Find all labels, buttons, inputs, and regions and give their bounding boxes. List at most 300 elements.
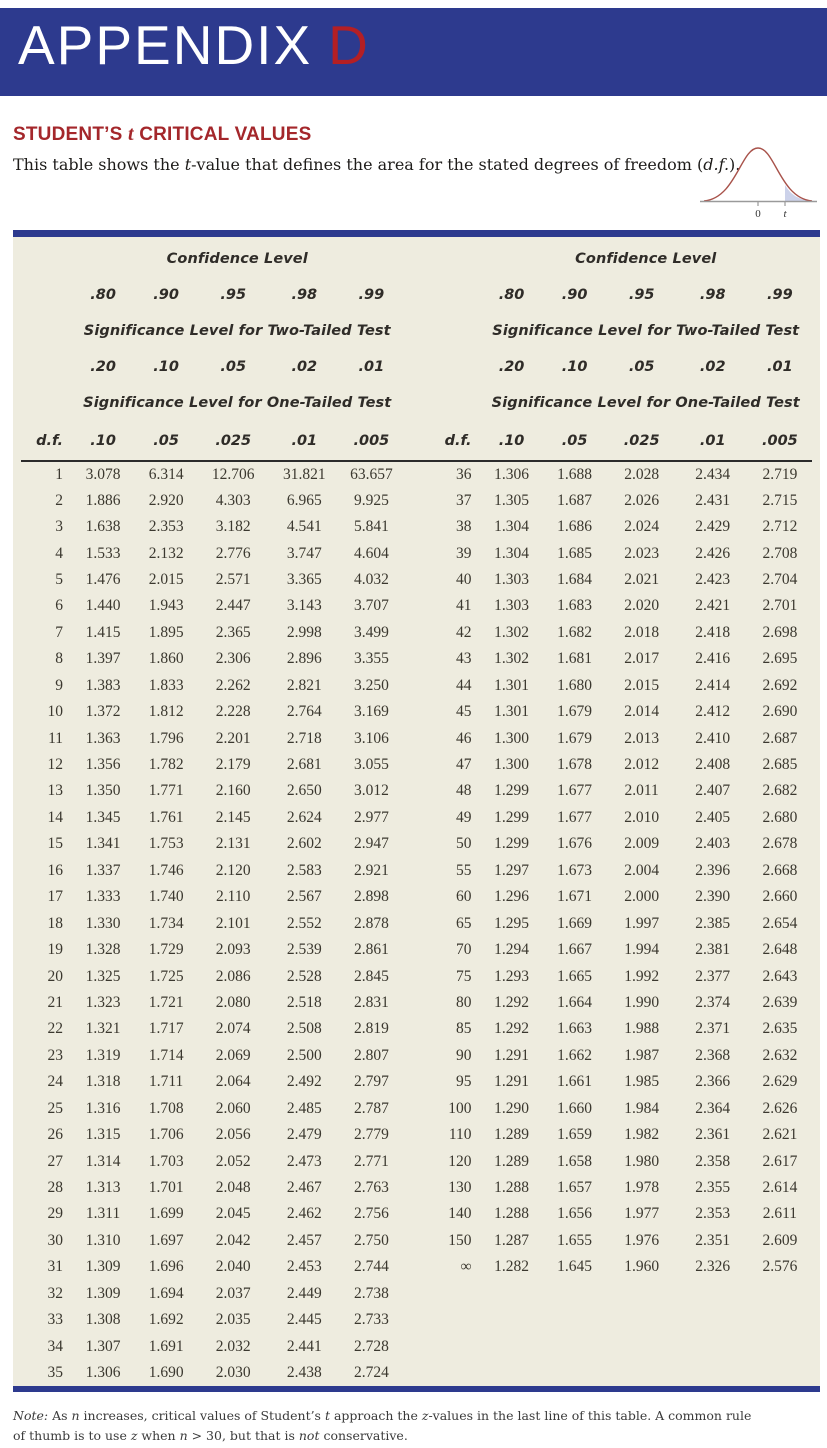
t-value-cell: 3.055 xyxy=(353,756,389,774)
df-cell: 95 xyxy=(456,1073,472,1091)
t-value-cell: 2.896 xyxy=(286,650,322,668)
confidence-values-row-cell: .90 xyxy=(153,287,179,303)
t-value-cell: 2.635 xyxy=(762,1020,798,1038)
table-header xyxy=(21,241,812,461)
t-value-cell: 2.518 xyxy=(286,993,322,1011)
t-value-cell: 1.708 xyxy=(148,1099,184,1117)
table-row xyxy=(21,620,812,646)
df-cell: 20 xyxy=(47,967,64,985)
t-value-cell: 2.719 xyxy=(762,465,798,483)
t-value-cell: 2.011 xyxy=(624,782,659,800)
df-cell xyxy=(429,1333,479,1359)
df-cell xyxy=(429,1307,479,1333)
t-value-cell: 1.313 xyxy=(85,1179,121,1197)
df-cell: 36 xyxy=(456,465,472,483)
t-value-cell: 1.812 xyxy=(148,703,184,721)
text-segment: z xyxy=(421,1408,429,1424)
gap-cell xyxy=(403,1254,429,1280)
table-row xyxy=(21,1228,812,1254)
gap-cell xyxy=(403,514,429,540)
t-value-cell: 2.807 xyxy=(353,1046,389,1064)
df-cell: 2 xyxy=(55,491,64,509)
t-value-cell: 2.567 xyxy=(286,888,322,906)
t-value-cell: 2.771 xyxy=(353,1152,389,1170)
t-value-cell xyxy=(606,1333,678,1359)
gap-cell xyxy=(403,593,429,619)
one-tailed-values-cell: .10 xyxy=(71,421,135,461)
df-header-cell: d.f. xyxy=(21,421,71,461)
df-cell: 7 xyxy=(55,623,64,641)
table-row xyxy=(21,778,812,804)
text-segment: STUDENT’S xyxy=(13,124,128,145)
t-value-cell: 2.110 xyxy=(216,888,251,906)
t-value-cell: 2.364 xyxy=(695,1099,731,1117)
t-value-cell: 2.920 xyxy=(148,491,184,509)
df-cell: 90 xyxy=(456,1046,472,1064)
t-value-cell: 2.101 xyxy=(215,914,251,932)
t-value-cell: 2.756 xyxy=(353,1205,389,1223)
t-value-cell: 1.316 xyxy=(85,1099,121,1117)
t-value-cell: 2.687 xyxy=(762,729,798,747)
t-value-cell: 1.691 xyxy=(148,1337,184,1355)
t-value-cell: 63.657 xyxy=(350,465,393,483)
t-value-cell: 1.721 xyxy=(148,993,184,1011)
t-value-cell: 2.552 xyxy=(286,914,322,932)
gap-cell xyxy=(403,540,429,566)
table-row xyxy=(21,487,812,513)
df-cell: 43 xyxy=(456,650,472,668)
t-value-cell: 1.833 xyxy=(148,676,184,694)
t-value-cell: 1.314 xyxy=(85,1152,121,1170)
t-value-cell: 2.678 xyxy=(762,835,798,853)
two-tailed-row-label: Significance Level for Two-Tailed Test xyxy=(492,323,800,339)
t-value-cell: 1.440 xyxy=(85,597,121,615)
gap-cell xyxy=(403,567,429,593)
df-cell: 40 xyxy=(456,570,472,588)
t-value-cell: 2.977 xyxy=(353,808,389,826)
t-value-cell: 1.796 xyxy=(148,729,184,747)
t-value-cell: 1.679 xyxy=(557,703,593,721)
df-cell: 130 xyxy=(448,1179,472,1197)
df-cell: 60 xyxy=(456,888,472,906)
gap-cell xyxy=(403,673,429,699)
t-value-cell: 1.328 xyxy=(85,941,121,959)
t-value-cell: 2.602 xyxy=(286,835,322,853)
t-value-cell: 2.821 xyxy=(286,676,322,694)
t-value-cell: 1.311 xyxy=(85,1205,121,1223)
t-value-cell: 2.390 xyxy=(695,888,731,906)
gap-cell xyxy=(403,646,429,672)
t-value-cell: 2.485 xyxy=(286,1099,322,1117)
text-segment: As xyxy=(48,1408,72,1424)
t-value-cell: 2.947 xyxy=(353,835,389,853)
t-value-cell: 2.262 xyxy=(215,676,251,694)
gap-cell xyxy=(403,1096,429,1122)
t-value-cell: 2.021 xyxy=(624,570,660,588)
t-value-cell: 1.304 xyxy=(494,518,529,536)
t-value-cell: 2.093 xyxy=(215,941,251,959)
gap-cell xyxy=(403,1069,429,1095)
df-cell: 11 xyxy=(48,729,64,747)
t-value-cell: 1.681 xyxy=(557,650,593,668)
t-value-cell: 1.638 xyxy=(85,518,121,536)
t-value-cell: 1.663 xyxy=(557,1020,593,1038)
t-value-cell: 2.431 xyxy=(695,491,731,509)
t-value-cell: 2.396 xyxy=(695,861,731,879)
table-row xyxy=(21,699,812,725)
t-value-cell: 1.943 xyxy=(148,597,184,615)
t-value-cell: 1.657 xyxy=(557,1179,593,1197)
t-value-cell: 1.397 xyxy=(85,650,121,668)
t-value-cell: 2.445 xyxy=(286,1311,322,1329)
t-value-cell: 2.434 xyxy=(695,465,731,483)
t-value-cell: 1.665 xyxy=(557,967,593,985)
gap-cell xyxy=(403,421,429,461)
df-cell: 55 xyxy=(456,861,472,879)
t-value-cell: 4.303 xyxy=(215,491,251,509)
t-value-cell: 2.898 xyxy=(353,888,389,906)
one-tailed-values-cell: .01 xyxy=(678,421,748,461)
t-value-cell: 1.694 xyxy=(148,1284,184,1302)
t-value-cell: 2.682 xyxy=(762,782,798,800)
df-cell: 13 xyxy=(47,782,64,800)
t-value-cell: 2.042 xyxy=(215,1231,251,1249)
gap-cell xyxy=(403,805,429,831)
t-value-cell: 2.421 xyxy=(695,597,731,615)
t-value-cell: 2.621 xyxy=(762,1126,798,1144)
df-cell: 47 xyxy=(456,756,472,774)
df-cell: 23 xyxy=(47,1046,64,1064)
t-value-cell: 1.717 xyxy=(148,1020,184,1038)
bell-curve-icon xyxy=(696,140,821,220)
confidence-level-row xyxy=(21,241,812,277)
t-value-cell: 3.499 xyxy=(353,623,389,641)
df-cell: 120 xyxy=(448,1152,472,1170)
table-background xyxy=(13,237,820,1386)
df-cell: 50 xyxy=(456,835,472,853)
two-tailed-values-row-cell: .05 xyxy=(628,359,655,375)
t-value-cell xyxy=(544,1307,606,1333)
t-value-cell: 1.319 xyxy=(85,1046,121,1064)
t-value-cell: 1.300 xyxy=(494,729,529,747)
t-value-cell: 2.462 xyxy=(286,1205,322,1223)
t-value-cell: 2.179 xyxy=(215,756,251,774)
t-value-cell: 1.321 xyxy=(85,1020,121,1038)
text-segment: -value that defines the area for the stated degrees of freedom ( xyxy=(191,155,704,174)
t-value-cell: 2.583 xyxy=(286,861,322,879)
t-value-cell: 2.508 xyxy=(286,1020,322,1038)
table-row xyxy=(21,752,812,778)
text-segment: t xyxy=(324,1408,330,1424)
t-value-cell: 1.306 xyxy=(85,1364,121,1382)
t-value-cell: 1.685 xyxy=(557,544,593,562)
t-value-cell: 2.355 xyxy=(695,1179,731,1197)
t-value-cell: 2.650 xyxy=(286,782,322,800)
two-tailed-values-row-cell: .20 xyxy=(498,359,525,375)
t-value-cell: 3.012 xyxy=(353,782,389,800)
t-value-cell: 3.707 xyxy=(353,597,389,615)
two-tailed-values-row-cell: .01 xyxy=(358,359,385,375)
table-row xyxy=(21,1069,812,1095)
zero-label: 0 xyxy=(755,208,761,220)
table-row xyxy=(21,963,812,989)
one-tailed-values-cell: .005 xyxy=(339,421,403,461)
confidence-values-row-cell: .95 xyxy=(220,287,247,303)
t-value-cell: 1.771 xyxy=(148,782,184,800)
text-segment: approach the xyxy=(329,1408,422,1424)
t-value-cell: 1.676 xyxy=(557,835,593,853)
t-value-cell: 2.423 xyxy=(695,570,731,588)
t-value-cell: 1.297 xyxy=(494,861,529,879)
t-value-cell: 2.614 xyxy=(762,1179,798,1197)
t-value-cell: 1.330 xyxy=(85,914,121,932)
t-value-cell: 12.706 xyxy=(211,465,255,483)
t-value-cell: 1.383 xyxy=(85,676,121,694)
t-value-cell: 1.337 xyxy=(85,861,121,879)
df-cell: 17 xyxy=(47,888,64,906)
t-value-cell: 1.372 xyxy=(85,703,121,721)
t-value-cell: 2.738 xyxy=(353,1284,389,1302)
t-value-cell: 2.457 xyxy=(286,1231,322,1249)
t-value-cell: 1.686 xyxy=(557,518,593,536)
t-value-cell: 1.782 xyxy=(148,756,184,774)
gap-cell xyxy=(403,241,429,277)
one-tailed-row-label: Significance Level for One-Tailed Test xyxy=(83,395,392,411)
df-cell: 34 xyxy=(47,1337,64,1355)
df-cell: 30 xyxy=(47,1231,64,1249)
t-value-cell: 1.682 xyxy=(557,623,593,641)
t-value-cell: 2.120 xyxy=(215,861,251,879)
t-value-cell: 2.064 xyxy=(215,1073,251,1091)
t-value-cell: 1.645 xyxy=(557,1258,593,1276)
t-value-cell: 2.426 xyxy=(695,544,731,562)
t-value-cell: 2.797 xyxy=(353,1073,389,1091)
t-value-cell: 1.656 xyxy=(557,1205,593,1223)
t-value-cell: 1.307 xyxy=(85,1337,121,1355)
t-value-cell: 1.711 xyxy=(148,1073,184,1091)
df-cell: 25 xyxy=(47,1099,64,1117)
df-cell: 26 xyxy=(47,1126,64,1144)
t-value-cell: 1.977 xyxy=(624,1205,660,1223)
gap-cell xyxy=(403,910,429,936)
t-value-cell: 1.679 xyxy=(557,729,593,747)
t-value-cell: 2.414 xyxy=(695,676,731,694)
table-row xyxy=(21,567,812,593)
t-value-cell: 1.662 xyxy=(557,1046,593,1064)
confidence-values-row-cell: .98 xyxy=(699,287,726,303)
t-distribution-curve-figure xyxy=(696,140,821,220)
t-value-cell: 2.416 xyxy=(695,650,731,668)
t-value-cell xyxy=(480,1307,544,1333)
two-tailed-values-row-cell: .02 xyxy=(291,359,318,375)
t-value-cell: 2.629 xyxy=(762,1073,798,1091)
t-value-cell: 2.921 xyxy=(353,861,389,879)
t-value-cell: 2.353 xyxy=(695,1205,731,1223)
t-value-cell: 2.403 xyxy=(695,835,731,853)
t-value-cell: 3.250 xyxy=(353,676,389,694)
gap-cell xyxy=(403,699,429,725)
df-cell: 22 xyxy=(47,1020,64,1038)
t-value-cell: 1.323 xyxy=(85,993,121,1011)
t-value-cell: 1.282 xyxy=(494,1258,529,1276)
confidence-values-row-cell: .98 xyxy=(291,287,318,303)
t-value-cell: 2.060 xyxy=(215,1099,251,1117)
t-value-cell xyxy=(748,1281,812,1307)
t-value-cell xyxy=(678,1307,748,1333)
df-cell: 38 xyxy=(456,518,472,536)
one-tailed-values-cell: .05 xyxy=(544,421,606,461)
t-value-cell: 2.368 xyxy=(695,1046,731,1064)
table-row xyxy=(21,593,812,619)
t-value-cell: 2.069 xyxy=(215,1046,251,1064)
t-value-cell: 2.013 xyxy=(624,729,660,747)
t-critical-values-section xyxy=(13,230,820,1392)
t-value-cell: 2.418 xyxy=(695,623,731,641)
gap-cell xyxy=(403,937,429,963)
gap-cell xyxy=(403,884,429,910)
table-row xyxy=(21,1096,812,1122)
t-value-cell xyxy=(544,1281,606,1307)
t-value-cell: 1.309 xyxy=(85,1258,121,1276)
text-segment: z xyxy=(130,1427,138,1443)
t-value-cell: 1.301 xyxy=(494,676,529,694)
t-value-cell: 4.541 xyxy=(286,518,322,536)
confidence-values-row-cell: .99 xyxy=(767,287,793,303)
one-tailed-values-cell: .01 xyxy=(269,421,339,461)
gap-cell xyxy=(403,1307,429,1333)
gap-cell xyxy=(403,1281,429,1307)
two-tailed-values-row-cell: .20 xyxy=(90,359,116,375)
t-value-cell: 2.539 xyxy=(286,941,322,959)
t-value-cell: 2.632 xyxy=(762,1046,798,1064)
t-value-cell: 1.289 xyxy=(494,1152,529,1170)
t-value-cell: 2.704 xyxy=(762,570,798,588)
two-tailed-values-row-cell: .01 xyxy=(767,359,793,375)
t-value-cell: 1.669 xyxy=(557,914,593,932)
t-value-cell xyxy=(748,1333,812,1359)
t-value-cell: 2.750 xyxy=(353,1231,389,1249)
text-segment: t xyxy=(184,155,192,174)
t-value-cell: 1.994 xyxy=(624,941,660,959)
t-value-cell: 2.680 xyxy=(762,808,798,826)
df-cell: 29 xyxy=(47,1205,64,1223)
t-value-cell: 2.861 xyxy=(353,941,389,959)
critical-values-table xyxy=(21,241,812,1386)
t-value-cell: 1.988 xyxy=(624,1020,660,1038)
t-value-cell: 1.325 xyxy=(85,967,121,985)
t-value-cell: 2.467 xyxy=(286,1179,322,1197)
confidence-values-row-cell: .80 xyxy=(498,287,525,303)
t-value-cell: 1.997 xyxy=(624,914,660,932)
table-row xyxy=(21,937,812,963)
one-tailed-values-cell: .025 xyxy=(606,421,678,461)
t-value-cell: 2.385 xyxy=(695,914,731,932)
t-value-cell: 1.683 xyxy=(557,597,593,615)
t-value-cell: 1.985 xyxy=(624,1073,660,1091)
t-value-cell: 9.925 xyxy=(353,491,389,509)
t-value-cell: 2.728 xyxy=(353,1337,389,1355)
t-value-cell: 1.289 xyxy=(494,1126,529,1144)
table-row xyxy=(21,1201,812,1227)
t-value-cell: 1.688 xyxy=(557,465,593,483)
t-value-cell xyxy=(606,1360,678,1386)
df-cell: 35 xyxy=(47,1364,64,1382)
t-value-cell: 2.131 xyxy=(215,835,251,853)
df-spacer-cell xyxy=(21,385,71,421)
df-cell: 3 xyxy=(55,518,64,536)
df-spacer-cell xyxy=(21,313,71,349)
gap-cell xyxy=(403,990,429,1016)
df-cell xyxy=(429,1281,479,1307)
t-value-cell: 1.699 xyxy=(148,1205,184,1223)
two-tailed-row-label: Significance Level for Two-Tailed Test xyxy=(83,323,391,339)
t-value-cell: 2.447 xyxy=(215,597,251,615)
t-value-cell: 2.611 xyxy=(762,1205,798,1223)
t-value-cell: 2.132 xyxy=(148,544,184,562)
t-value-cell: 2.660 xyxy=(762,888,798,906)
text-segment: t xyxy=(127,123,134,145)
t-value-cell: 2.366 xyxy=(695,1073,731,1091)
t-value-cell: 2.787 xyxy=(353,1099,389,1117)
t-value-cell: 2.819 xyxy=(353,1020,389,1038)
t-value-cell: 1.296 xyxy=(494,888,529,906)
df-spacer-cell xyxy=(21,349,71,385)
t-value-cell: 2.708 xyxy=(762,544,798,562)
t-value-cell: 2.626 xyxy=(762,1099,798,1117)
t-value-cell: 1.706 xyxy=(148,1126,184,1144)
t-value-cell: 1.310 xyxy=(85,1231,121,1249)
t-value-cell: 2.685 xyxy=(762,756,798,774)
t-value-cell: 1.533 xyxy=(85,544,121,562)
t-value-cell: 2.408 xyxy=(695,756,731,774)
df-cell: 140 xyxy=(448,1205,472,1223)
df-spacer-cell xyxy=(21,277,71,313)
t-value-cell: 2.763 xyxy=(353,1179,389,1197)
df-cell: 18 xyxy=(47,914,64,932)
t-value-cell: 2.654 xyxy=(762,914,798,932)
t-value-cell: 2.024 xyxy=(624,518,660,536)
t-value-cell: 1.302 xyxy=(494,623,529,641)
t-value-cell: 1.697 xyxy=(148,1231,184,1249)
df-header-cell: d.f. xyxy=(429,421,479,461)
gap-cell xyxy=(403,778,429,804)
t-value-cell: 2.371 xyxy=(695,1020,731,1038)
t-value-cell: 1.295 xyxy=(494,914,529,932)
table-row xyxy=(21,1333,812,1359)
t-value-cell: 2.571 xyxy=(215,570,251,588)
t-value-cell: 2.764 xyxy=(286,703,322,721)
t-value-cell: 2.733 xyxy=(353,1311,389,1329)
t-value-cell: 2.020 xyxy=(624,597,660,615)
df-cell: 10 xyxy=(47,703,64,721)
gap-cell xyxy=(403,461,429,487)
footnote xyxy=(13,1406,767,1445)
gap-cell xyxy=(403,385,429,421)
t-value-cell: 2.643 xyxy=(762,967,798,985)
table-row xyxy=(21,1281,812,1307)
t-value-cell: 2.449 xyxy=(286,1284,322,1302)
t-value-cell: 2.048 xyxy=(215,1179,251,1197)
t-value-cell: 4.032 xyxy=(353,570,389,588)
t-value-cell: 1.350 xyxy=(85,782,121,800)
df-spacer-cell xyxy=(429,385,479,421)
t-value-cell: 1.680 xyxy=(557,676,593,694)
df-spacer-cell xyxy=(429,313,479,349)
text-segment: increases, critical values of Student’s xyxy=(79,1408,325,1424)
gap-cell xyxy=(403,1043,429,1069)
t-value-cell xyxy=(480,1333,544,1359)
t-value-cell: 2.004 xyxy=(624,861,660,879)
